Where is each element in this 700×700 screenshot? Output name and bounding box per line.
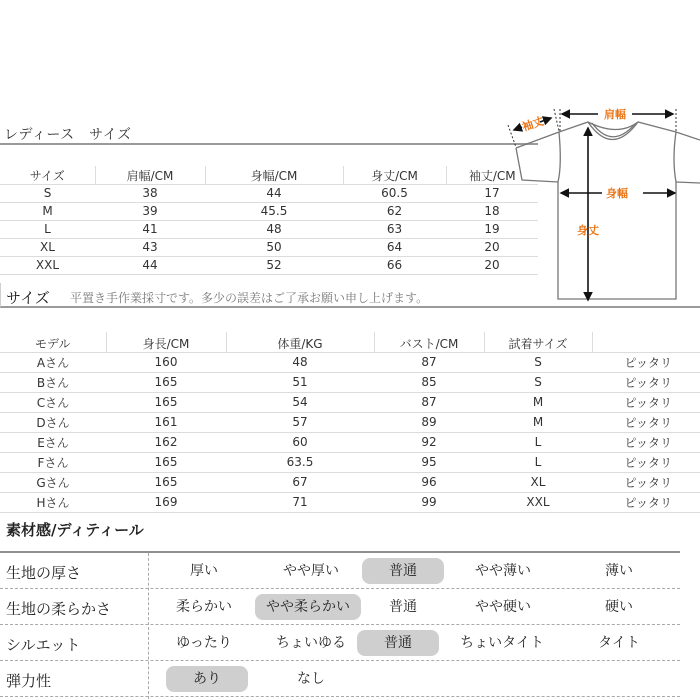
table-row	[0, 256, 538, 274]
cell-size: XL	[0, 238, 95, 256]
cell-body-length: 63	[343, 220, 446, 238]
cell-bust: 92	[374, 432, 484, 452]
model-table-header	[0, 332, 700, 352]
table-row	[0, 220, 538, 238]
cell-weight: 54	[226, 392, 374, 412]
cell-sleeve: 18	[446, 202, 538, 220]
cell-tried-size: L	[484, 452, 592, 472]
cell-height: 160	[106, 352, 226, 372]
cell-fit: ピッタリ	[592, 472, 700, 492]
option-thin: 薄い	[605, 563, 633, 579]
cell-shoulder: 41	[95, 220, 205, 238]
cell-body-width: 50	[205, 238, 343, 256]
model-section-note: 平置き手作業採寸です。多少の誤差はご了承お願い申し上げます。	[70, 291, 429, 305]
option-thick: 厚い	[190, 563, 218, 579]
cell-weight: 57	[226, 412, 374, 432]
cell-weight: 67	[226, 472, 374, 492]
cell-shoulder: 43	[95, 238, 205, 256]
table-row	[0, 202, 538, 220]
cell-bust: 87	[374, 392, 484, 412]
option-no: なし	[297, 671, 325, 687]
cell-sleeve: 17	[446, 184, 538, 202]
table-row	[0, 392, 700, 412]
col-header-bust: バスト/CM	[374, 332, 484, 352]
option-loose: ゆったり	[176, 635, 232, 651]
attr-row-thickness	[0, 553, 680, 589]
cell-body-width: 52	[205, 256, 343, 274]
cell-weight: 71	[226, 492, 374, 512]
cell-bust: 89	[374, 412, 484, 432]
option-normal: 普通	[389, 599, 417, 615]
cell-model: Hさん	[0, 492, 106, 512]
cell-height: 165	[106, 392, 226, 412]
cell-model: Aさん	[0, 352, 106, 372]
table-row	[0, 412, 700, 432]
cell-size: L	[0, 220, 95, 238]
cell-bust: 95	[374, 452, 484, 472]
option-tight: タイト	[598, 635, 640, 651]
cell-fit: ピッタリ	[592, 492, 700, 512]
cell-height: 165	[106, 472, 226, 492]
cell-tried-size: XXL	[484, 492, 592, 512]
cell-body-width: 44	[205, 184, 343, 202]
cell-sleeve: 20	[446, 238, 538, 256]
col-header-fit	[592, 332, 700, 352]
tshirt-diagram	[500, 95, 700, 305]
option-slightly-hard: やや硬い	[475, 599, 531, 615]
cell-model: Eさん	[0, 432, 106, 452]
cell-fit: ピッタリ	[592, 412, 700, 432]
option-yes-selected: あり	[166, 666, 248, 692]
table-row	[0, 238, 538, 256]
cell-body-width: 48	[205, 220, 343, 238]
label-body-length: 身丈	[577, 224, 599, 237]
size-section-title: レディース サイズ	[4, 127, 132, 143]
attr-row-elasticity	[0, 661, 680, 697]
option-slightly-tight: ちょいタイト	[460, 635, 544, 651]
cell-model: Cさん	[0, 392, 106, 412]
label-shoulder: 肩幅	[604, 108, 626, 121]
table-row	[0, 432, 700, 452]
material-section-title: 素材感/ディティール	[6, 521, 144, 539]
option-slightly-thick: やや厚い	[283, 563, 339, 579]
attr-row-silhouette	[0, 625, 680, 661]
cell-body-length: 66	[343, 256, 446, 274]
cell-fit: ピッタリ	[592, 392, 700, 412]
cell-size: XXL	[0, 256, 95, 274]
col-header-size: サイズ	[0, 166, 95, 184]
size-table-header	[0, 166, 538, 184]
cell-shoulder: 39	[95, 202, 205, 220]
col-header-body-width: 身幅/CM	[205, 166, 343, 184]
option-slightly-loose: ちょいゆる	[276, 635, 346, 651]
col-header-tried-size: 試着サイズ	[484, 332, 592, 352]
option-slightly-thin: やや薄い	[475, 563, 531, 579]
attr-row-softness	[0, 589, 680, 625]
cell-fit: ピッタリ	[592, 452, 700, 472]
cell-sleeve: 20	[446, 256, 538, 274]
cell-bust: 99	[374, 492, 484, 512]
table-row	[0, 492, 700, 512]
cell-height: 165	[106, 372, 226, 392]
cell-tried-size: S	[484, 372, 592, 392]
table-row	[0, 372, 700, 392]
option-normal-selected: 普通	[362, 558, 444, 584]
cell-height: 169	[106, 492, 226, 512]
cell-fit: ピッタリ	[592, 352, 700, 372]
cell-body-length: 62	[343, 202, 446, 220]
cell-bust: 85	[374, 372, 484, 392]
cell-size: M	[0, 202, 95, 220]
label-sleeve: 袖丈	[520, 114, 546, 134]
cell-height: 162	[106, 432, 226, 452]
attr-label: シルエット	[6, 636, 81, 654]
col-header-height: 身長/CM	[106, 332, 226, 352]
cell-tried-size: M	[484, 412, 592, 432]
attr-label: 生地の厚さ	[6, 564, 82, 582]
cell-weight: 63.5	[226, 452, 374, 472]
cell-body-length: 64	[343, 238, 446, 256]
cell-fit: ピッタリ	[592, 372, 700, 392]
cell-model: Gさん	[0, 472, 106, 492]
table-row	[0, 452, 700, 472]
size-table	[0, 166, 538, 275]
label-body-width: 身幅	[606, 187, 628, 200]
col-header-weight: 体重/KG	[226, 332, 374, 352]
col-header-shoulder: 肩幅/CM	[95, 166, 205, 184]
cell-fit: ピッタリ	[592, 432, 700, 452]
cell-bust: 87	[374, 352, 484, 372]
model-table	[0, 332, 700, 513]
attr-label: 弾力性	[6, 672, 52, 690]
cell-body-width: 45.5	[205, 202, 343, 220]
cell-weight: 60	[226, 432, 374, 452]
cell-model: Fさん	[0, 452, 106, 472]
col-header-body-length: 身丈/CM	[343, 166, 446, 184]
cell-shoulder: 38	[95, 184, 205, 202]
size-section-divider	[0, 143, 538, 145]
cell-bust: 96	[374, 472, 484, 492]
cell-tried-size: L	[484, 432, 592, 452]
cell-model: Dさん	[0, 412, 106, 432]
option-slightly-soft-selected: やや柔らかい	[255, 594, 361, 620]
option-hard: 硬い	[605, 599, 633, 615]
table-row	[0, 184, 538, 202]
model-section-title: サイズ	[6, 289, 50, 307]
attr-column-divider	[148, 553, 149, 699]
table-row	[0, 352, 700, 372]
cell-tried-size: S	[484, 352, 592, 372]
cell-body-length: 60.5	[343, 184, 446, 202]
option-normal-selected: 普通	[357, 630, 439, 656]
table-row	[0, 472, 700, 492]
cell-weight: 48	[226, 352, 374, 372]
cell-height: 161	[106, 412, 226, 432]
col-header-model: モデル	[0, 332, 106, 352]
cell-height: 165	[106, 452, 226, 472]
option-soft: 柔らかい	[176, 599, 232, 615]
cell-tried-size: M	[484, 392, 592, 412]
cell-shoulder: 44	[95, 256, 205, 274]
cell-weight: 51	[226, 372, 374, 392]
col-header-sleeve: 袖丈/CM	[446, 166, 538, 184]
attr-label: 生地の柔らかさ	[6, 600, 112, 618]
cell-size: S	[0, 184, 95, 202]
cell-tried-size: XL	[484, 472, 592, 492]
cell-model: Bさん	[0, 372, 106, 392]
cell-sleeve: 19	[446, 220, 538, 238]
